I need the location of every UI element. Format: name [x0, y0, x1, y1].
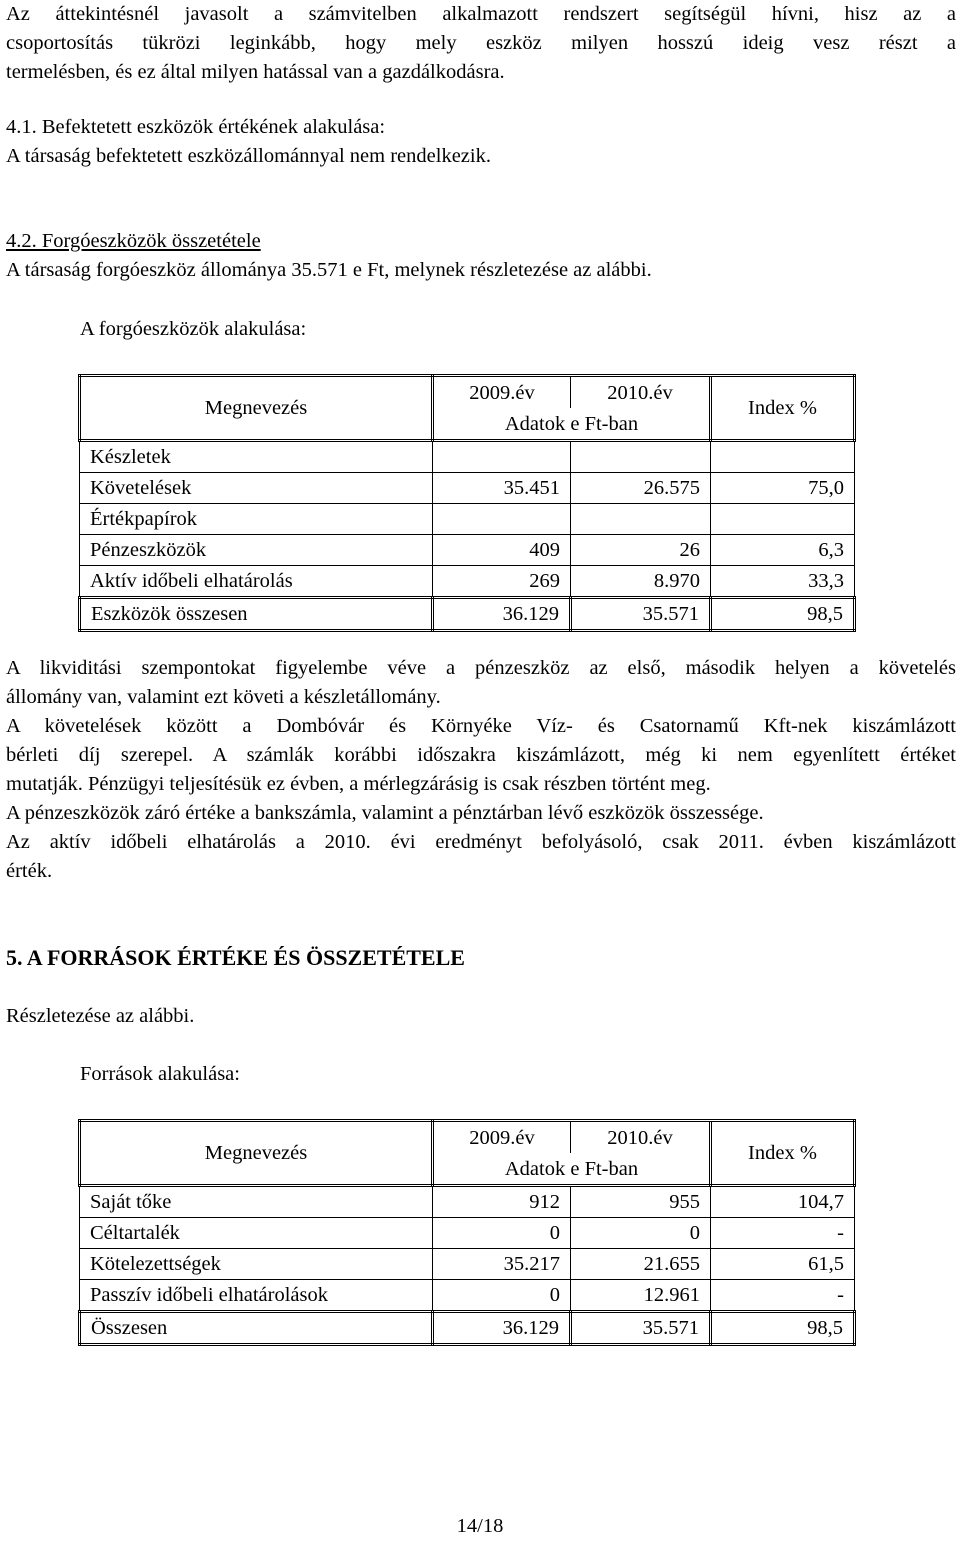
analysis-p2-line-3: mutatják. Pénzügyi teljesítésük ez évben, a mérlegzárásig is csak részben történt meg.: [6, 773, 711, 795]
row-name: Követelések: [80, 473, 433, 504]
row-name: Saját tőke: [80, 1186, 433, 1218]
intro-line-3: termelésben, és ez által milyen hatással van a gazdálkodásra.: [6, 61, 505, 83]
table1-header-2010: 2010.év: [571, 376, 711, 409]
table-row: [80, 566, 855, 598]
row-name: Eszközök összesen: [80, 598, 433, 631]
page-number: 14/18: [456, 1515, 504, 1537]
row-index: 33,3: [711, 566, 855, 598]
table2-header-2009: 2009.év: [433, 1121, 571, 1154]
row-2009: [433, 441, 571, 473]
row-2009: 0: [433, 1218, 571, 1249]
analysis-p1-line-1: A likviditási szempontokat figyelembe véve a pénzeszköz az első, második helyen a követelés: [6, 657, 956, 679]
row-index: 104,7: [711, 1186, 855, 1218]
row-2009: 35.451: [433, 473, 571, 504]
row-2009: 912: [433, 1186, 571, 1218]
table-row: [80, 504, 855, 535]
row-name: Céltartalék: [80, 1218, 433, 1249]
row-2010: [571, 504, 711, 535]
row-index: -: [711, 1218, 855, 1249]
row-2010: 12.961: [571, 1280, 711, 1312]
table-row: [80, 1249, 855, 1280]
row-name: Kötelezettségek: [80, 1249, 433, 1280]
intro-line-2: csoportosítás tükrözi leginkább, hogy mely eszköz milyen hosszú ideig vesz részt a: [6, 32, 956, 54]
row-index: -: [711, 1280, 855, 1312]
section-4-2-text: A társaság forgóeszköz állománya 35.571 e Ft, melynek részletezése az alábbi.: [6, 259, 652, 281]
section-5-heading: 5. A FORRÁSOK ÉRTÉKE ÉS ÖSSZETÉTELE: [6, 945, 465, 970]
section-5-text: Részletezése az alábbi.: [6, 1005, 195, 1027]
table1-header-name: Megnevezés: [80, 376, 433, 441]
table1-caption: A forgóeszközök alakulása:: [80, 318, 307, 340]
row-2010: 8.970: [571, 566, 711, 598]
table-row: [80, 1186, 855, 1218]
row-index: 61,5: [711, 1249, 855, 1280]
row-2010: 955: [571, 1186, 711, 1218]
liabilities-table: [78, 1119, 856, 1346]
row-index: 75,0: [711, 473, 855, 504]
row-2009: 269: [433, 566, 571, 598]
row-2009: 35.217: [433, 1249, 571, 1280]
intro-line-1: Az áttekintésnél javasolt a számvitelben alkalmazott rendszert segítségül hívni, hisz az a: [6, 3, 956, 25]
table-row: [80, 1280, 855, 1312]
row-2009: 0: [433, 1280, 571, 1312]
table-total-row: [80, 598, 855, 631]
row-2009: [433, 504, 571, 535]
row-2010: 0: [571, 1218, 711, 1249]
table1-header-index: Index %: [711, 376, 855, 441]
analysis-p2-line-2: bérleti díj szerepel. A számlák korábbi időszakra kiszámlázott, még ki nem egyenlített értéket: [6, 744, 956, 766]
row-2010: 21.655: [571, 1249, 711, 1280]
analysis-p1-line-2: állomány van, valamint ezt követi a készletállomány.: [6, 686, 441, 708]
analysis-p3: A pénzeszközök záró értéke a bankszámla, valamint a pénztárban lévő eszközök összessége.: [6, 802, 764, 824]
row-index: [711, 441, 855, 473]
row-2010: 35.571: [571, 1312, 711, 1345]
analysis-p4-line-1: Az aktív időbeli elhatárolás a 2010. évi eredményt befolyásoló, csak 2011. évben kiszámlázott: [6, 831, 956, 853]
row-index: 98,5: [711, 598, 855, 631]
table2-header-index: Index %: [711, 1121, 855, 1186]
table-row: [80, 535, 855, 566]
row-name: Passzív időbeli elhatárolások: [80, 1280, 433, 1312]
table2-header-name: Megnevezés: [80, 1121, 433, 1186]
table-row: [80, 473, 855, 504]
section-4-2-heading: 4.2. Forgóeszközök összetétele: [6, 230, 261, 252]
row-2010: 26: [571, 535, 711, 566]
row-2009: 36.129: [433, 598, 571, 631]
table2-header-2010: 2010.év: [571, 1121, 711, 1154]
analysis-p4-line-2: érték.: [6, 860, 53, 882]
table1-header-unit: Adatok e Ft-ban: [433, 408, 711, 441]
table-row: [80, 441, 855, 473]
section-4-1-heading: 4.1. Befektetett eszközök értékének alakulása:: [6, 116, 386, 138]
row-index: [711, 504, 855, 535]
row-name: Készletek: [80, 441, 433, 473]
row-2010: [571, 441, 711, 473]
row-2010: 35.571: [571, 598, 711, 631]
row-name: Aktív időbeli elhatárolás: [80, 566, 433, 598]
row-index: 98,5: [711, 1312, 855, 1345]
table2-caption: Források alakulása:: [80, 1063, 240, 1085]
section-4-1-text: A társaság befektetett eszközállománnyal nem rendelkezik.: [6, 145, 491, 167]
table1-header-2009: 2009.év: [433, 376, 571, 409]
table-row: [80, 1218, 855, 1249]
row-name: Értékpapírok: [80, 504, 433, 535]
row-2010: 26.575: [571, 473, 711, 504]
table-total-row: [80, 1312, 855, 1345]
table2-header-unit: Adatok e Ft-ban: [433, 1153, 711, 1186]
row-name: Összesen: [80, 1312, 433, 1345]
row-name: Pénzeszközök: [80, 535, 433, 566]
analysis-p2-line-1: A követelések között a Dombóvár és Környéke Víz- és Csatornamű Kft-nek kiszámlázott: [6, 715, 956, 737]
row-2009: 409: [433, 535, 571, 566]
row-index: 6,3: [711, 535, 855, 566]
row-2009: 36.129: [433, 1312, 571, 1345]
current-assets-table: [78, 374, 856, 632]
